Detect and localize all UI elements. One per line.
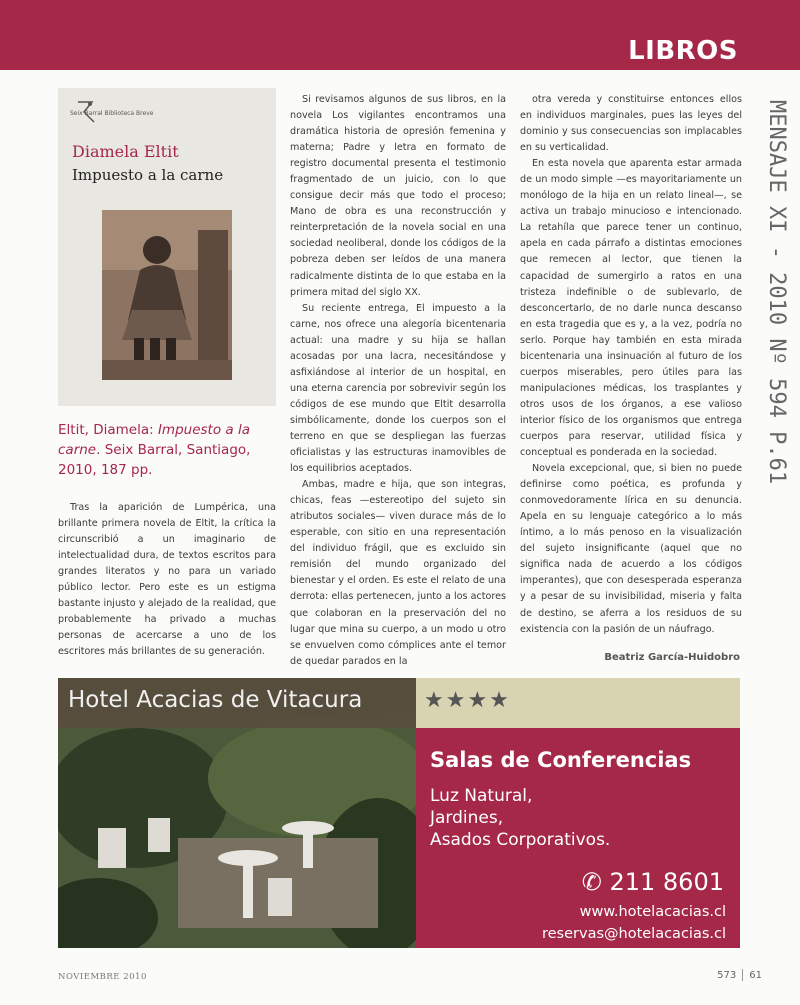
article-column-2 xyxy=(290,92,506,670)
footer-page xyxy=(717,969,762,981)
section-header xyxy=(0,0,800,70)
conference-heading: Salas de Conferencias xyxy=(430,748,692,772)
hotel-website: www.hotelacacias.cl xyxy=(579,904,726,920)
cover-photo xyxy=(102,210,232,380)
book-author: Diamela Eltit xyxy=(72,142,179,161)
handwritten-annotation xyxy=(748,100,792,580)
hotel-advertisement xyxy=(58,678,740,948)
stars-band xyxy=(416,678,740,728)
paragraph: otra vereda y constituirse entonces ellos en individuos marginales, pues las leyes del dominio y sus consecuencias son implacables en su verticalidad. xyxy=(520,94,742,154)
footer-date: NOVIEMBRE 2010 xyxy=(58,972,147,982)
article-column-3 xyxy=(520,92,742,638)
issue-number: 573 xyxy=(717,970,737,981)
article-signature: Beatriz García-Huidobro xyxy=(604,652,740,663)
hotel-name: Hotel Acacias de Vitacura xyxy=(68,687,363,713)
citation-title: Impuesto a la carne xyxy=(58,422,250,458)
book-title: Impuesto a la carne xyxy=(72,166,224,184)
section-title: LIBROS xyxy=(628,36,738,66)
conference-box xyxy=(416,728,740,948)
book-cover xyxy=(58,88,276,406)
citation-details: . Seix Barral, Santiago, 2010, 187 pp. xyxy=(58,442,251,478)
publisher-name: Seix Barral Biblioteca Breve xyxy=(70,110,154,117)
feature-item: Asados Corporativos. xyxy=(430,830,611,850)
star-rating-icon: ★★★★ xyxy=(424,688,511,713)
hotel-email: reservas@hotelacacias.cl xyxy=(541,926,726,942)
book-citation xyxy=(58,420,278,480)
hotel-phone: ✆ 211 8601 xyxy=(581,868,724,896)
handwritten-text: MENSAJE XI - 2010 Nº 594 P.61 xyxy=(764,100,789,485)
feature-item: Luz Natural, xyxy=(430,786,533,806)
paragraph: Novela excepcional, que, si bien no puede definirse como poética, es profunda y conmovedoramente lírica en su denuncia. Apela en su lenguaje categórico a lo más íntimo, a lo más penoso en la visualización del sujeto insignificante (aquel que no significa nada de acuerdo a los códigos imperantes), que con desesperada esperanza y a pesar de su invisibilidad, miseria y falta de destino, se aferra a los residuos de su existencia con la pasión de un náufrago. xyxy=(520,463,742,635)
feature-item: Jardines, xyxy=(430,808,504,828)
paragraph: Su reciente entrega, El impuesto a la carne, nos ofrece una alegoría bicentenaria actual: una madre y su hija se hallan acosadas por una lacra, necesitándose y asfixiándose al interior de un hospital, en una eterna carencia por sobrevivir según los códigos de ese mundo que Eltit desarrolla simbólicamente, donde los cuerpos son el terreno en que se despliegan las fuerzas oficialistas y las estructuras inamovibles de los equilibrios aceptados. xyxy=(290,302,506,475)
hotel-banner xyxy=(58,678,416,728)
citation-author: Eltit, Diamela: xyxy=(58,422,158,438)
footer-divider xyxy=(742,969,743,981)
paragraph: En esta novela que aparenta estar armada de un modo simple —es mayoritariamente un monólogo de la hija en un relato lineal—, se activa un trabajo minucioso e intencionado. La retahíla que parece tener un continuo, apela en cada párrafo a distintas emociones que remecen al lector, que tienen la capacidad de sumergirlo a ratos en una tristeza indefinible o de sublevarlo, de desconcertarlo, de no darle nunca descanso en esta tragedia que es y, a la vez, podría no serlo. Porque hay también en esta mirada bicentenaria una insinuación al futuro de los cuerpos miserables, pero útiles para las manipulaciones médicas, los trasplantes y otros usos de los órganos, a ese valioso interior físico de los organismos que entrega cuerpos para reservar, utilidad física y conceptual es ponderada en la sociedad. xyxy=(520,158,742,459)
article-column-1 xyxy=(58,500,276,660)
paragraph: Ambas, madre e hija, que son integras, chicas, feas —estereotipo del sujeto sin atributos sociales— viven durace más de lo esperable, con sitio en una representación del individuo frágil, que es excluido sin remisión del mundo organizado del bienestar y el orden. Es este el relato de una derrota: ellas pertenecen, junto a los actores que colaboran en la preservación del no lugar que mina su cuerpo, a un modo u otro se envuelven como cómplices ante el temor de quedar parados en la xyxy=(290,479,506,667)
paragraph: Si revisamos algunos de sus libros, en la novela Los vigilantes encontramos una dramática historia de opresión femenina y materna; Padre y letra en formato de registro documental presenta el testimonio fragmentado de un juicio, con lo que consigue decir más que todo el proceso; Mano de obra es una reconstrucción y reinterpretación de la novela social en una sociedad neoliberal, donde los códigos de la pobreza deben ser leídos de una manera radicalmente distinta de lo que estaba en la primera mitad del siglo XX. xyxy=(290,94,506,298)
paragraph: Tras la aparición de Lumpérica, una brillante primera novela de Eltit, la crítica la circunscribió a un imaginario de intelectualidad dura, de textos escritos para grandes literatos y no para un variado público lector. Pero este es un estigma bastante injusto y alejado de la realidad, que probablemente ha privado a muchas personas de acercarse a uno de los escritores más brillantes de su generación. xyxy=(58,502,276,658)
page-number: 61 xyxy=(749,970,762,981)
